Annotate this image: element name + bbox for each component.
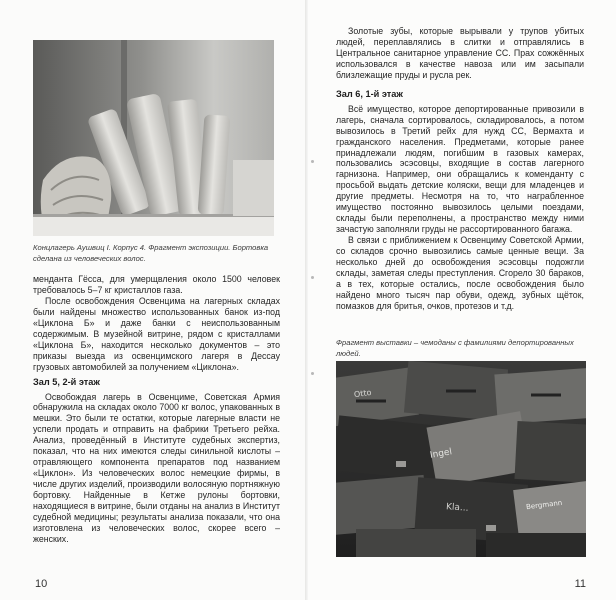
hair-bales-photo bbox=[33, 40, 274, 236]
suitcase-pile bbox=[336, 361, 586, 557]
right-paragraph-2: Всё имущество, которое депортированные привозили в лагерь, сначала сортировалось, складировалось, а потом вывозилось в Третий рейх для нужд СС, Вермахта и гражданского населения. Предметами, которые ранее принадлежали людям, погибшим в газовых камерах, пользовались эсэсовцы, входящие в состав лагерного гарнизона. Например, они обращались к коменданту с просьбой выдать детские коляски, вещи для младенцев и другие предметы. Несмотря на то, что награбленное имущество постоянно вывозилось целыми поездами, склады были переполнены, а пространство между ними зачастую заполняли груды не рассортированного багажа. bbox=[336, 103, 584, 235]
right-paragraph-1: Золотые зубы, которые вырывали у трупов убитых людей, переплавлялись в слитки и отправлялись в Центральное санитарное управление СС. Прах сожжённых использовался в качестве навоза или им засыпали близлежащие пруды и русла рек. bbox=[336, 26, 584, 80]
right-section-heading: Зал 6, 1-й этаж bbox=[336, 88, 403, 99]
right-page bbox=[308, 0, 616, 600]
suitcase-label-4: Bergmann bbox=[525, 498, 563, 512]
suitcases-image bbox=[336, 361, 586, 557]
suitcase-label-3: Otto bbox=[353, 387, 373, 400]
bleed-mark bbox=[311, 160, 314, 163]
page-number-left: 10 bbox=[35, 578, 48, 590]
left-body-text bbox=[33, 274, 280, 545]
suitcase-label-1: Ingel bbox=[429, 447, 453, 461]
right-body-text bbox=[336, 26, 584, 312]
left-paragraph-1: менданта Гёсса, для умерщвления около 1500 человек требовалось 5–7 кг кристаллов газа. bbox=[33, 274, 280, 295]
right-paragraph-3: В связи с приближением к Освенциму Советской Армии, со складов срочно вывозились самые ценные вещи. За несколько дней до освобождения эсэсовцы подожгли склады, заметая следы преступления. Сгорело 30 бараков, а в тех, которые остались, после освобождения было найдено много тысяч пар обуви, одежд, зубных щёток, помазков для бритья, очков, протезов и т.д. bbox=[336, 235, 584, 311]
bleed-mark bbox=[311, 276, 314, 279]
left-paragraph-2: После освобождения Освенцима на лагерных складах были найдены множество использованных банок из-под «Циклона Б» и даже банки с неиспользованным содержимым. В музейной витрине, рядом с кристаллами «Циклона Б», находится несколько документов – это приказы выезда из освенцимского лагеря в Дессау грузовых автомобилей за получением «Циклона». bbox=[33, 295, 280, 372]
photo-caption-right: Фрагмент выставки – чемоданы с фамилиями депортированных людей. bbox=[336, 338, 574, 358]
left-section-heading: Зал 5, 2-й этаж bbox=[33, 376, 100, 387]
suitcases-photo bbox=[336, 361, 586, 557]
photo-caption-left: Концлагерь Аушвиц I. Корпус 4. Фрагмент экспозиции. Бортовка сделана из человеческих волос. bbox=[33, 243, 269, 263]
bleed-mark bbox=[311, 372, 314, 375]
page-number-right: 11 bbox=[574, 578, 586, 590]
suitcase-label-2: Kla... bbox=[445, 502, 469, 514]
left-paragraph-3: Освобождая лагерь в Освенциме, Советская Армия обнаружила на складах около 7000 кг волос, упакованных в мешки. Это были те остатки, которые лагерные власти не успели продать и отправить на фабрики Третьего рейха. Анализ, проведённый в Институте судебных экспертиз, показал, что на них имеются следы синильной кислоты – отравляющего компонента препаратов под названием «Циклон». Из человеческих волос немецкие фирмы, в числе других изделий, производили волосяную портняжную бортовку. Найденные в Кетже рулоны бортовки, находящиеся в витрине, были отданы на анализ в Институт судебной медицины; результаты анализа показали, что она изготовлена из человеческих волос, скорее всего – женских. bbox=[33, 391, 280, 544]
hair-bales-image bbox=[33, 40, 274, 236]
